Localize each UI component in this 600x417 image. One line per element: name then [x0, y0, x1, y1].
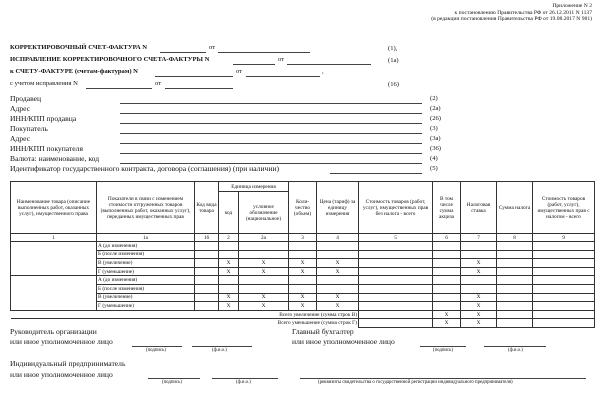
column-numbers-row [11, 234, 595, 242]
th-cost-w-tax: Стоимость товаров (работ, услуг), имущественных прав с налогом - всего [533, 182, 595, 234]
ip-label-2: или иное уполномоченное лицо [10, 370, 113, 379]
table-cell [497, 250, 533, 259]
x-mark: Х [219, 259, 239, 268]
x-mark: Х [461, 319, 497, 328]
table-cell [289, 242, 317, 251]
column-number: 8 [497, 234, 533, 242]
row-kind-label: В (увеличение) [97, 293, 195, 302]
th-unit-name: условное обозначение (национальное) [239, 192, 289, 234]
field-value-line [120, 133, 422, 134]
table-cell [433, 267, 461, 276]
ip-reg-caption: (реквизиты свидетельства о государственной регистрации индивидуального предпринимателя) [318, 380, 513, 385]
x-mark: Х [289, 302, 317, 311]
table-cell [195, 242, 219, 251]
field-label: Адрес [10, 104, 31, 113]
column-number: 1 [11, 234, 97, 242]
table-cell [289, 284, 317, 293]
to-invoice-from: от [236, 68, 243, 75]
with-fix-from: от [155, 80, 162, 87]
table-cell [461, 242, 497, 251]
th-type-code: Код вида товара [195, 182, 219, 234]
table-cell [533, 250, 595, 259]
table-cell [195, 250, 219, 259]
column-number: 3 [289, 234, 317, 242]
table-cell [433, 242, 461, 251]
column-number: 7 [461, 234, 497, 242]
table-cell [533, 284, 595, 293]
table-cell [497, 284, 533, 293]
with-fix-label: с учетом исправления N [10, 80, 78, 87]
table-cell [359, 242, 433, 251]
table-cell [533, 259, 595, 268]
field-label: Покупатель [10, 124, 48, 133]
corr-invoice-title: КОРРЕКТИРОВОЧНЫЙ СЧЕТ-ФАКТУРА N [10, 44, 148, 51]
x-mark: Х [317, 302, 359, 311]
table-cell [195, 267, 219, 276]
table-cell [359, 259, 433, 268]
total-cost-cell [359, 310, 433, 319]
item-name-cell [11, 242, 97, 276]
table-cell [533, 293, 595, 302]
field-label: Идентификатор государственного контракта, договора (соглашения) (при наличии) [10, 164, 280, 173]
table-cell [195, 259, 219, 268]
table-cell [433, 259, 461, 268]
table-row [11, 293, 595, 302]
column-number: 6 [433, 234, 461, 242]
field-value-line [120, 103, 422, 104]
table-cell [317, 242, 359, 251]
x-mark: Х [289, 259, 317, 268]
table-cell [433, 276, 461, 285]
th-unit: Единица измерения [219, 182, 289, 192]
x-mark: Х [239, 267, 289, 276]
column-number: 2 [219, 234, 239, 242]
with-fix-date-line [165, 88, 233, 89]
code-1b: (16) [388, 81, 399, 88]
table-cell [219, 276, 239, 285]
total-cost-cell [359, 319, 433, 328]
field-code: (3) [430, 125, 438, 132]
th-name: Наименование товара (описание выполненных работ, оказанных услуг), имущественного права [11, 182, 97, 234]
column-number: 9 [533, 234, 595, 242]
table-row [11, 259, 595, 268]
th-indicators: Показатели в связи с изменением стоимости отгруженных товаров (выполненных работ, оказанных услуг), переданных имущественных прав [97, 182, 195, 234]
table-cell [497, 276, 533, 285]
table-cell [497, 259, 533, 268]
table-cell [359, 267, 433, 276]
head-sign-line [132, 346, 182, 347]
chief-acc-label-2: или иное уполномоченное лицо [292, 337, 395, 346]
row-kind-label: А (до изменения) [97, 242, 195, 251]
table-cell [219, 242, 239, 251]
th-tax: Сумма налога [497, 182, 533, 234]
ip-sign-line [148, 378, 200, 379]
table-cell [533, 242, 595, 251]
th-price: Цена (тариф) за единицу измерения [317, 182, 359, 234]
x-mark: Х [461, 259, 497, 268]
ip-sign-caption: (подпись) [162, 380, 182, 385]
total-label: Всего уменьшение (сумма строк Г) [11, 319, 359, 328]
x-mark: Х [461, 310, 497, 319]
with-fix-number-line [86, 88, 152, 89]
x-mark: Х [461, 293, 497, 302]
chief-sign-caption: (подпись) [433, 348, 453, 353]
field-value-line [120, 113, 422, 114]
table-cell [239, 276, 289, 285]
appendix-line-2: к постановлению Правительства РФ от 26.12.2011 N 1137 [454, 9, 592, 16]
th-unit-code: код [219, 192, 239, 234]
to-invoice-number-line [155, 76, 233, 77]
total-label: Всего увеличение (сумма строк В) [11, 310, 359, 319]
table-cell [497, 267, 533, 276]
row-kind-label: Г (уменьшение) [97, 302, 195, 311]
table-cell [239, 242, 289, 251]
row-kind-label: Г (уменьшение) [97, 267, 195, 276]
to-invoice-date-line [246, 76, 320, 77]
fix-corr-title: ИСПРАВЛЕНИЕ КОРРЕКТИРОВОЧНОГО СЧЕТА-ФАКТУРЫ N [10, 56, 210, 63]
table-row [11, 250, 595, 259]
table-row [11, 267, 595, 276]
corr-invoice-date-line [218, 52, 310, 53]
x-mark: Х [289, 267, 317, 276]
table-cell [219, 250, 239, 259]
appendix-line-3: (в редакции постановления Правительства РФ от 19.08.2017 N 981) [431, 16, 592, 23]
total-tax-cell [497, 310, 533, 319]
field-value-line [330, 173, 422, 174]
x-mark: Х [219, 293, 239, 302]
table-cell [195, 302, 219, 311]
chief-acc-label: Главный бухгалтер [292, 327, 354, 336]
column-number: 5 [359, 234, 433, 242]
head-fio-line [192, 346, 252, 347]
table-cell [497, 242, 533, 251]
chief-sign-line [420, 346, 466, 347]
table-cell [359, 284, 433, 293]
table-cell [359, 293, 433, 302]
x-mark: Х [239, 259, 289, 268]
table-cell [497, 293, 533, 302]
table-cell [195, 293, 219, 302]
column-number: 2а [239, 234, 289, 242]
table-cell [461, 276, 497, 285]
code-1a: (1а) [388, 57, 399, 64]
ip-label: Индивидуальный предприниматель [10, 359, 126, 368]
total-cost-tax-cell [533, 319, 595, 328]
x-mark: Х [239, 302, 289, 311]
table-row [11, 242, 595, 251]
total-tax-cell [497, 319, 533, 328]
x-mark: Х [433, 319, 461, 328]
table-cell [433, 302, 461, 311]
appendix-note [431, 3, 592, 23]
row-kind-label: А (до изменения) [97, 276, 195, 285]
table-cell [497, 302, 533, 311]
ip-fio-line [212, 378, 278, 379]
field-label: Адрес [10, 134, 31, 143]
x-mark: Х [317, 293, 359, 302]
code-1: (1), [388, 45, 398, 52]
table-cell [289, 276, 317, 285]
table-cell [289, 250, 317, 259]
head-label: Руководитель организации [10, 327, 97, 336]
th-qty: Коли-чество (объем) [289, 182, 317, 234]
item-name-cell [11, 276, 97, 310]
field-value-line [120, 153, 422, 154]
table-row [11, 284, 595, 293]
to-invoice-title: к СЧЕТУ-ФАКТУРЕ (счетам-фактурам) N [10, 68, 138, 75]
column-number: 1а [97, 234, 195, 242]
total-row [11, 310, 595, 319]
column-number: 16 [195, 234, 219, 242]
x-mark: Х [219, 267, 239, 276]
head-sign-caption: (подпись) [146, 348, 166, 353]
corr-invoice-number-line [160, 52, 206, 53]
table-cell [533, 302, 595, 311]
total-cost-tax-cell [533, 310, 595, 319]
field-code: (3а) [430, 135, 441, 142]
th-cost-wo-tax: Стоимость товаров (работ, услуг), имущественных прав без налога - всего [359, 182, 433, 234]
field-code: (36) [430, 145, 441, 152]
table-cell [461, 250, 497, 259]
table-row [11, 302, 595, 311]
row-kind-label: Б (после изменения) [97, 250, 195, 259]
field-code: (2а) [430, 105, 441, 112]
x-mark: Х [461, 267, 497, 276]
table-cell [359, 250, 433, 259]
field-code: (26) [430, 115, 441, 122]
invoice-table [10, 181, 595, 328]
table-cell [317, 276, 359, 285]
row-kind-label: В (увеличение) [97, 259, 195, 268]
head-label-2: или иное уполномоченное лицо [10, 337, 113, 346]
table-cell [461, 284, 497, 293]
field-label: ИНН/КПП покупателя [10, 144, 83, 153]
x-mark: Х [289, 293, 317, 302]
fix-corr-from: от [278, 56, 285, 63]
row-kind-label: Б (после изменения) [97, 284, 195, 293]
fix-corr-number-line [233, 64, 275, 65]
table-cell [317, 250, 359, 259]
th-rate: Налоговая ставка [461, 182, 497, 234]
table-cell [239, 250, 289, 259]
field-label: Продавец [10, 94, 42, 103]
table-cell [533, 267, 595, 276]
table-cell [195, 284, 219, 293]
field-label: ИНН/КПП продавца [10, 114, 77, 123]
x-mark: Х [461, 302, 497, 311]
table-cell [433, 293, 461, 302]
table-cell [219, 284, 239, 293]
x-mark: Х [317, 267, 359, 276]
field-code: (5) [430, 165, 438, 172]
corr-invoice-from: от [209, 44, 216, 51]
table-cell [433, 284, 461, 293]
chief-fio-line [484, 346, 546, 347]
field-code: (2) [430, 95, 438, 102]
head-fio-caption: (ф.и.о.) [212, 348, 227, 353]
table-cell [433, 250, 461, 259]
field-label: Валюта: наименование, код [10, 154, 100, 163]
chief-fio-caption: (ф.и.о.) [508, 348, 523, 353]
field-code: (4) [430, 155, 438, 162]
ip-reg-line [300, 378, 586, 379]
x-mark: Х [219, 302, 239, 311]
x-mark: Х [239, 293, 289, 302]
table-cell [533, 276, 595, 285]
table-cell [359, 276, 433, 285]
ip-fio-caption: (ф.и.о.) [236, 380, 251, 385]
fix-corr-date-line [287, 64, 371, 65]
to-invoice-dot: , [322, 68, 324, 75]
table-row [11, 276, 595, 285]
table-cell [317, 284, 359, 293]
field-value-line [120, 143, 422, 144]
field-value-line [120, 123, 422, 124]
appendix-line-1: Приложение N 2 [552, 3, 592, 9]
x-mark: Х [317, 259, 359, 268]
table-cell [195, 276, 219, 285]
table-cell [239, 284, 289, 293]
table-cell [359, 302, 433, 311]
th-excise: В том числе сумма акциза [433, 182, 461, 234]
x-mark: Х [433, 310, 461, 319]
column-number: 4 [317, 234, 359, 242]
